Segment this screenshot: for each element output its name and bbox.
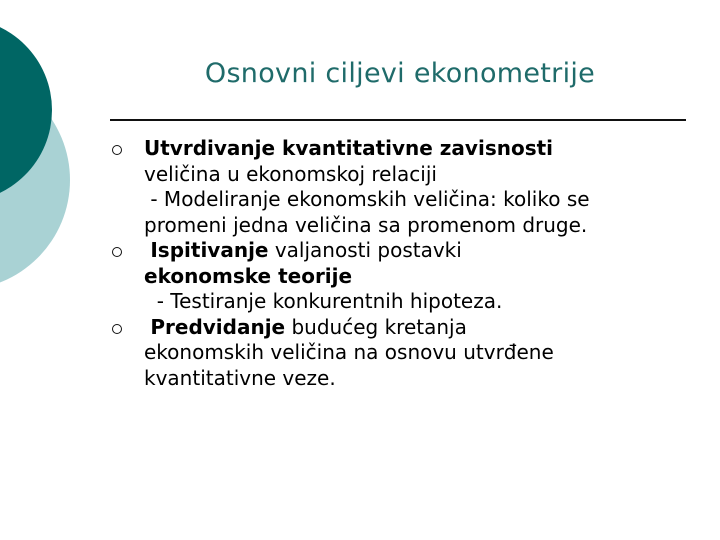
bullet-1-text: veličina u ekonomskoj relaciji <box>144 161 437 186</box>
slide-title: Osnovni ciljevi ekonometrije <box>204 58 596 89</box>
bullet-3-keyword: Predvidanje <box>150 314 286 339</box>
bullet-3-text-line-3: kvantitativne veze. <box>144 365 336 390</box>
bullet-circle-icon <box>112 247 122 257</box>
bullet-2-heading-cont: ekonomske teorije <box>144 263 353 288</box>
bullet-circle-icon <box>112 324 122 334</box>
bullet-2-keyword: Ispitivanje <box>150 238 269 262</box>
bullet-item-3 <box>112 315 702 392</box>
bullet-list <box>112 136 702 391</box>
bullet-circle-icon <box>112 145 122 155</box>
bullet-item-1 <box>112 136 702 238</box>
bullet-2-text: valjanosti postavki <box>268 238 462 262</box>
bullet-1-sub-line-2: promeni jedna veličina sa promenom druge. <box>144 212 588 237</box>
bullet-3-text-line-2: ekonomskih veličina na osnovu utvrđene <box>144 340 554 364</box>
bullet-1-sub-line-1: - Modeliranje ekonomskih veličina: koliko se <box>144 187 590 211</box>
decorative-circles <box>0 0 120 300</box>
bullet-item-2 <box>112 238 702 315</box>
bullet-1-heading: Utvrdivanje kvantitativne zavisnosti <box>144 136 554 160</box>
bullet-2-sub-line: - Testiranje konkurentnih hipoteza. <box>144 289 503 313</box>
title-divider <box>110 119 686 121</box>
bullet-3-text: budućeg kretanja <box>285 314 467 339</box>
